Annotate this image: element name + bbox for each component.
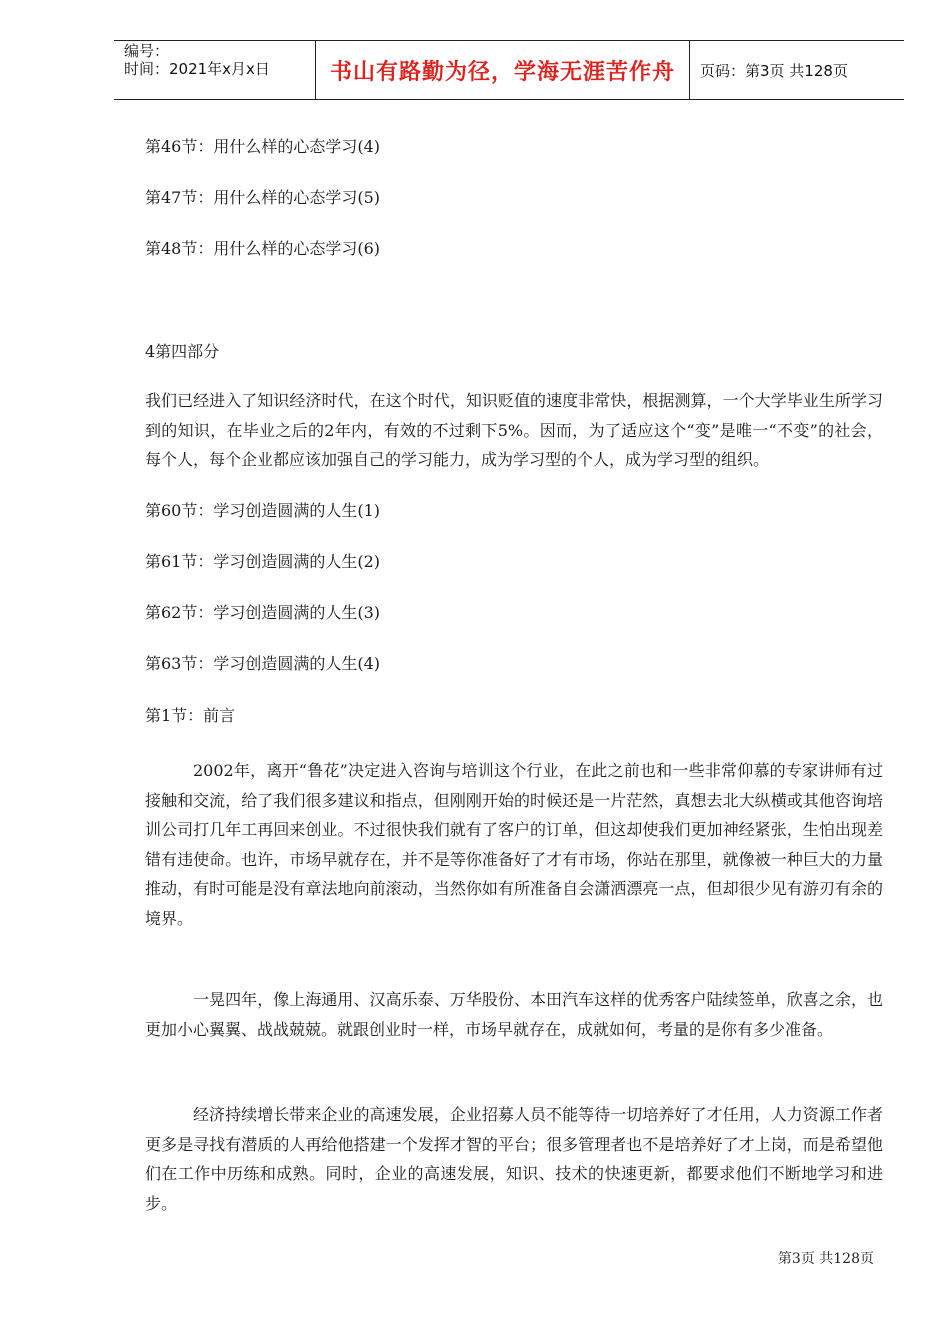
section-heading-63: 第63节：学习创造圆满的人生(4) <box>145 654 381 673</box>
section-heading-47: 第47节：用什么样的心态学习(5) <box>145 188 381 207</box>
section-heading-1: 第1节：前言 <box>145 706 236 725</box>
page-header <box>114 40 904 100</box>
part-intro-paragraph: 我们已经进入了知识经济时代，在这个时代，知识贬值的速度非常快，根据测算，一个大学毕业生所学习到的知识，在毕业之后的2年内，有效的不过剩下5%。因而，为了适应这个“变”是唯一“不变”的社会，每个人，每个企业都应该加强自己的学习能力，成为学习型的个人，成为学习型的组织。 <box>145 391 883 469</box>
preface-paragraph-3: 经济持续增长带来企业的高速发展，企业招募人员不能等待一切培养好了才任用，人力资源工作者更多是寻找有潜质的人再给他搭建一个发挥才智的平台；很多管理者也不是培养好了才上岗，而是希望他们在工作中历练和成熟。同时，企业的高速发展，知识、技术的快速更新，都要求他们不断地学习和进步。 <box>145 1105 883 1213</box>
section-heading-62: 第62节：学习创造圆满的人生(3) <box>145 603 381 622</box>
section-heading-60: 第60节：学习创造圆满的人生(1) <box>145 501 381 520</box>
preface-paragraph-1: 2002年，离开“鲁花”决定进入咨询与培训这个行业，在此之前也和一些非常仰慕的专家讲师有过接触和交流，给了我们很多建议和指点，但刚刚开始的时候还是一片茫然，真想去北大纵横或其他咨询培训公司打几年工再回来创业。不过很快我们就有了客户的订单，但这却使我们更加神经紧张，生怕出现差错有违使命。也许，市场早就存在，并不是等你准备好了才有市场，你站在那里，就像被一种巨大的力量推动，有时可能是没有章法地向前滚动，当然你如有所准备自会潇洒漂亮一点，但却很少见有游刃有余的境界。 <box>145 761 883 928</box>
preface-paragraph-2: 一晃四年，像上海通用、汉高乐泰、万华股份、本田汽车这样的优秀客户陆续签单，欣喜之余，也更加小心翼翼、战战兢兢。就跟创业时一样，市场早就存在，成就如何，考量的是你有多少准备。 <box>145 990 883 1039</box>
page-footer: 第3页 共128页 <box>777 1251 874 1267</box>
header-motto: 书山有路勤为径，学海无涯苦作舟 <box>316 41 690 99</box>
header-page-label: 页码：第3页 共128页 <box>700 61 848 80</box>
header-meta <box>114 41 316 99</box>
section-heading-61: 第61节：学习创造圆满的人生(2) <box>145 552 381 571</box>
number-label: 编号： <box>124 42 170 60</box>
section-heading-46: 第46节：用什么样的心态学习(4) <box>145 137 381 156</box>
time-label: 时间：2021年x月x日 <box>124 60 270 78</box>
part-heading: 4第四部分 <box>145 342 220 361</box>
section-heading-48: 第48节：用什么样的心态学习(6) <box>145 239 381 258</box>
